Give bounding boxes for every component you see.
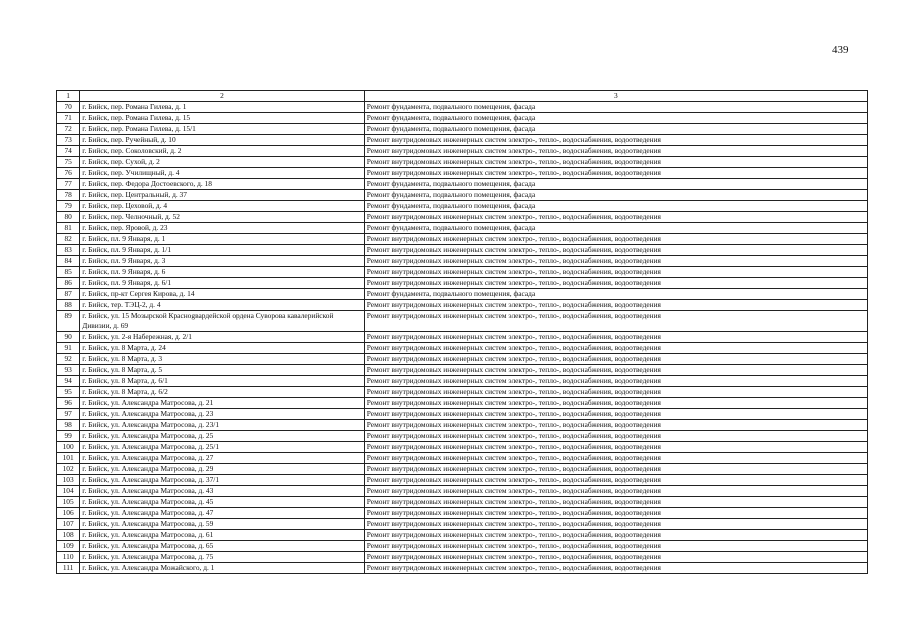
row-address: г. Бийск, ул. Александра Матросова, д. 25/1 xyxy=(80,442,365,453)
table-row xyxy=(57,179,868,190)
table-header-row xyxy=(57,91,868,102)
row-address: г. Бийск, ул. Александра Матросова, д. 21 xyxy=(80,398,365,409)
table-row xyxy=(57,234,868,245)
table-row xyxy=(57,212,868,223)
row-address: г. Бийск, пер. Училищный, д. 4 xyxy=(80,168,365,179)
row-number: 111 xyxy=(57,563,80,574)
row-work-type: Ремонт внутридомовых инженерных систем электро-, тепло-, водоснабжения, водоотведения xyxy=(364,409,867,420)
row-number: 92 xyxy=(57,354,80,365)
table-row xyxy=(57,256,868,267)
row-work-type: Ремонт фундамента, подвального помещения, фасада xyxy=(364,124,867,135)
row-work-type: Ремонт внутридомовых инженерных систем электро-, тепло-, водоснабжения, водоотведения xyxy=(364,464,867,475)
row-work-type: Ремонт внутридомовых инженерных систем электро-, тепло-, водоснабжения, водоотведения xyxy=(364,530,867,541)
row-number: 103 xyxy=(57,475,80,486)
row-address: г. Бийск, пл. 9 Января, д. 6/1 xyxy=(80,278,365,289)
row-number: 99 xyxy=(57,431,80,442)
row-address: г. Бийск, пер. Центральный, д. 37 xyxy=(80,190,365,201)
table-row xyxy=(57,475,868,486)
table-body xyxy=(57,91,868,574)
table-row xyxy=(57,508,868,519)
table-row xyxy=(57,365,868,376)
row-work-type: Ремонт внутридомовых инженерных систем электро-, тепло-, водоснабжения, водоотведения xyxy=(364,365,867,376)
row-number: 84 xyxy=(57,256,80,267)
row-address: г. Бийск, пр-кт Сергея Кирова, д. 14 xyxy=(80,289,365,300)
table-row xyxy=(57,300,868,311)
table-row xyxy=(57,519,868,530)
row-address: г. Бийск, ул. 8 Марта, д. 5 xyxy=(80,365,365,376)
row-work-type: Ремонт внутридомовых инженерных систем электро-, тепло-, водоснабжения, водоотведения xyxy=(364,563,867,574)
table-row xyxy=(57,289,868,300)
row-address: г. Бийск, пер. Цеховой, д. 4 xyxy=(80,201,365,212)
row-work-type: Ремонт фундамента, подвального помещения, фасада xyxy=(364,190,867,201)
row-address: г. Бийск, пер. Соколовский, д. 2 xyxy=(80,146,365,157)
row-work-type: Ремонт внутридомовых инженерных систем электро-, тепло-, водоснабжения, водоотведения xyxy=(364,332,867,343)
row-work-type: Ремонт внутридомовых инженерных систем электро-, тепло-, водоснабжения, водоотведения xyxy=(364,157,867,168)
row-number: 76 xyxy=(57,168,80,179)
row-work-type: Ремонт внутридомовых инженерных систем электро-, тепло-, водоснабжения, водоотведения xyxy=(364,541,867,552)
row-work-type: Ремонт внутридомовых инженерных систем электро-, тепло-, водоснабжения, водоотведения xyxy=(364,354,867,365)
row-number: 75 xyxy=(57,157,80,168)
row-address: г. Бийск, ул. Александра Матросова, д. 29 xyxy=(80,464,365,475)
row-work-type: Ремонт внутридомовых инженерных систем электро-, тепло-, водоснабжения, водоотведения xyxy=(364,420,867,431)
row-address: г. Бийск, ул. Александра Матросова, д. 61 xyxy=(80,530,365,541)
row-work-type: Ремонт внутридомовых инженерных систем электро-, тепло-, водоснабжения, водоотведения xyxy=(364,442,867,453)
table-row xyxy=(57,343,868,354)
page-number: 439 xyxy=(832,44,849,56)
row-number: 82 xyxy=(57,234,80,245)
row-address: г. Бийск, ул. Александра Матросова, д. 23/1 xyxy=(80,420,365,431)
table-row xyxy=(57,168,868,179)
table-row xyxy=(57,245,868,256)
row-address: г. Бийск, ул. 2-я Набережная, д. 2/1 xyxy=(80,332,365,343)
row-number: 97 xyxy=(57,409,80,420)
table-row xyxy=(57,278,868,289)
table-row xyxy=(57,332,868,343)
row-address: г. Бийск, тер. ТЭЦ-2, д. 4 xyxy=(80,300,365,311)
table-row xyxy=(57,190,868,201)
row-work-type: Ремонт внутридомовых инженерных систем электро-, тепло-, водоснабжения, водоотведения xyxy=(364,234,867,245)
row-number: 106 xyxy=(57,508,80,519)
table-row xyxy=(57,267,868,278)
column-header-work: 3 xyxy=(364,91,867,102)
row-work-type: Ремонт внутридомовых инженерных систем электро-, тепло-, водоснабжения, водоотведения xyxy=(364,475,867,486)
row-number: 105 xyxy=(57,497,80,508)
table-row xyxy=(57,563,868,574)
row-work-type: Ремонт внутридомовых инженерных систем электро-, тепло-, водоснабжения, водоотведения xyxy=(364,519,867,530)
row-number: 100 xyxy=(57,442,80,453)
repair-registry-table xyxy=(56,90,868,574)
row-address: г. Бийск, пер. Романа Гилева, д. 1 xyxy=(80,102,365,113)
row-work-type: Ремонт внутридомовых инженерных систем электро-, тепло-, водоснабжения, водоотведения xyxy=(364,212,867,223)
row-number: 79 xyxy=(57,201,80,212)
table-row xyxy=(57,431,868,442)
row-work-type: Ремонт внутридомовых инженерных систем электро-, тепло-, водоснабжения, водоотведения xyxy=(364,311,867,332)
row-address: г. Бийск, ул. Александра Матросова, д. 37/1 xyxy=(80,475,365,486)
table-row xyxy=(57,354,868,365)
table-row xyxy=(57,486,868,497)
row-number: 78 xyxy=(57,190,80,201)
row-address: г. Бийск, пер. Романа Гилева, д. 15 xyxy=(80,113,365,124)
row-work-type: Ремонт внутридомовых инженерных систем электро-, тепло-, водоснабжения, водоотведения xyxy=(364,431,867,442)
row-address: г. Бийск, ул. Александра Матросова, д. 23 xyxy=(80,409,365,420)
table-row xyxy=(57,420,868,431)
row-number: 72 xyxy=(57,124,80,135)
row-address: г. Бийск, пер. Федора Достоевского, д. 18 xyxy=(80,179,365,190)
row-number: 91 xyxy=(57,343,80,354)
row-work-type: Ремонт внутридомовых инженерных систем электро-, тепло-, водоснабжения, водоотведения xyxy=(364,508,867,519)
row-address: г. Бийск, ул. Александра Матросова, д. 43 xyxy=(80,486,365,497)
row-number: 73 xyxy=(57,135,80,146)
table-row xyxy=(57,453,868,464)
row-number: 77 xyxy=(57,179,80,190)
row-number: 107 xyxy=(57,519,80,530)
table-row xyxy=(57,102,868,113)
table-row xyxy=(57,135,868,146)
row-address: г. Бийск, пл. 9 Января, д. 6 xyxy=(80,267,365,278)
row-number: 86 xyxy=(57,278,80,289)
row-work-type: Ремонт фундамента, подвального помещения, фасада xyxy=(364,289,867,300)
row-work-type: Ремонт внутридомовых инженерных систем электро-, тепло-, водоснабжения, водоотведения xyxy=(364,376,867,387)
row-work-type: Ремонт внутридомовых инженерных систем электро-, тепло-, водоснабжения, водоотведения xyxy=(364,497,867,508)
row-address: г. Бийск, ул. Александра Матросова, д. 45 xyxy=(80,497,365,508)
row-work-type: Ремонт внутридомовых инженерных систем электро-, тепло-, водоснабжения, водоотведения xyxy=(364,245,867,256)
row-address: г. Бийск, ул. 8 Марта, д. 6/2 xyxy=(80,387,365,398)
row-number: 98 xyxy=(57,420,80,431)
row-number: 87 xyxy=(57,289,80,300)
row-work-type: Ремонт внутридомовых инженерных систем электро-, тепло-, водоснабжения, водоотведения xyxy=(364,387,867,398)
row-number: 108 xyxy=(57,530,80,541)
row-address: г. Бийск, ул. 8 Марта, д. 3 xyxy=(80,354,365,365)
row-number: 95 xyxy=(57,387,80,398)
table-row xyxy=(57,464,868,475)
table-row xyxy=(57,146,868,157)
table-row xyxy=(57,311,868,332)
row-number: 83 xyxy=(57,245,80,256)
row-work-type: Ремонт внутридомовых инженерных систем электро-, тепло-, водоснабжения, водоотведения xyxy=(364,398,867,409)
row-address: г. Бийск, пл. 9 Января, д. 3 xyxy=(80,256,365,267)
row-address: г. Бийск, ул. Александра Можайского, д. 1 xyxy=(80,563,365,574)
table-row xyxy=(57,113,868,124)
row-address: г. Бийск, пер. Яровой, д. 23 xyxy=(80,223,365,234)
table-row xyxy=(57,201,868,212)
table-row xyxy=(57,530,868,541)
row-address: г. Бийск, ул. Александра Матросова, д. 47 xyxy=(80,508,365,519)
row-work-type: Ремонт фундамента, подвального помещения, фасада xyxy=(364,102,867,113)
table-row xyxy=(57,442,868,453)
row-number: 96 xyxy=(57,398,80,409)
table-row xyxy=(57,552,868,563)
row-address: г. Бийск, пер. Романа Гилева, д. 15/1 xyxy=(80,124,365,135)
row-number: 80 xyxy=(57,212,80,223)
row-work-type: Ремонт внутридомовых инженерных систем электро-, тепло-, водоснабжения, водоотведения xyxy=(364,135,867,146)
row-work-type: Ремонт фундамента, подвального помещения, фасада xyxy=(364,223,867,234)
row-work-type: Ремонт внутридомовых инженерных систем электро-, тепло-, водоснабжения, водоотведения xyxy=(364,300,867,311)
row-address: г. Бийск, ул. Александра Матросова, д. 25 xyxy=(80,431,365,442)
row-work-type: Ремонт внутридомовых инженерных систем электро-, тепло-, водоснабжения, водоотведения xyxy=(364,552,867,563)
row-address: г. Бийск, пер. Сухой, д. 2 xyxy=(80,157,365,168)
table-row xyxy=(57,409,868,420)
row-number: 88 xyxy=(57,300,80,311)
column-header-number: 1 xyxy=(57,91,80,102)
row-number: 81 xyxy=(57,223,80,234)
row-number: 90 xyxy=(57,332,80,343)
row-work-type: Ремонт фундамента, подвального помещения, фасада xyxy=(364,201,867,212)
row-number: 110 xyxy=(57,552,80,563)
row-work-type: Ремонт внутридомовых инженерных систем электро-, тепло-, водоснабжения, водоотведения xyxy=(364,486,867,497)
row-number: 94 xyxy=(57,376,80,387)
table-row xyxy=(57,124,868,135)
table-row xyxy=(57,398,868,409)
row-address: г. Бийск, ул. 8 Марта, д. 24 xyxy=(80,343,365,354)
row-address: г. Бийск, ул. Александра Матросова, д. 59 xyxy=(80,519,365,530)
table-row xyxy=(57,387,868,398)
row-number: 74 xyxy=(57,146,80,157)
row-number: 104 xyxy=(57,486,80,497)
table-row xyxy=(57,497,868,508)
row-work-type: Ремонт внутридомовых инженерных систем электро-, тепло-, водоснабжения, водоотведения xyxy=(364,168,867,179)
row-address: г. Бийск, пл. 9 Января, д. 1/1 xyxy=(80,245,365,256)
row-number: 70 xyxy=(57,102,80,113)
column-header-address: 2 xyxy=(80,91,365,102)
row-work-type: Ремонт фундамента, подвального помещения, фасада xyxy=(364,113,867,124)
row-number: 71 xyxy=(57,113,80,124)
row-address: г. Бийск, пл. 9 Января, д. 1 xyxy=(80,234,365,245)
row-address: г. Бийск, ул. 15 Мозырской Краснogвардейской ордена Суворова кавалерийской Дивизии, д. 69 xyxy=(80,311,365,332)
row-address: г. Бийск, ул. Александра Матросова, д. 65 xyxy=(80,541,365,552)
row-address: г. Бийск, пер. Челночный, д. 52 xyxy=(80,212,365,223)
table-row xyxy=(57,376,868,387)
row-work-type: Ремонт внутридомовых инженерных систем электро-, тепло-, водоснабжения, водоотведения xyxy=(364,267,867,278)
table-row xyxy=(57,157,868,168)
row-address: г. Бийск, ул. 8 Марта, д. 6/1 xyxy=(80,376,365,387)
row-work-type: Ремонт внутридомовых инженерных систем электро-, тепло-, водоснабжения, водоотведения xyxy=(364,343,867,354)
row-work-type: Ремонт внутридомовых инженерных систем электро-, тепло-, водоснабжения, водоотведения xyxy=(364,453,867,464)
row-work-type: Ремонт внутридомовых инженерных систем электро-, тепло-, водоснабжения, водоотведения xyxy=(364,256,867,267)
row-address: г. Бийск, ул. Александра Матросова, д. 27 xyxy=(80,453,365,464)
row-number: 85 xyxy=(57,267,80,278)
row-work-type: Ремонт внутридомовых инженерных систем электро-, тепло-, водоснабжения, водоотведения xyxy=(364,278,867,289)
table-row xyxy=(57,541,868,552)
row-number: 109 xyxy=(57,541,80,552)
table-row xyxy=(57,223,868,234)
row-work-type: Ремонт фундамента, подвального помещения, фасада xyxy=(364,179,867,190)
row-work-type: Ремонт внутридомовых инженерных систем электро-, тепло-, водоснабжения, водоотведения xyxy=(364,146,867,157)
row-number: 102 xyxy=(57,464,80,475)
row-number: 101 xyxy=(57,453,80,464)
row-number: 89 xyxy=(57,311,80,332)
row-number: 93 xyxy=(57,365,80,376)
row-address: г. Бийск, пер. Ручейный, д. 10 xyxy=(80,135,365,146)
row-address: г. Бийск, ул. Александра Матросова, д. 75 xyxy=(80,552,365,563)
